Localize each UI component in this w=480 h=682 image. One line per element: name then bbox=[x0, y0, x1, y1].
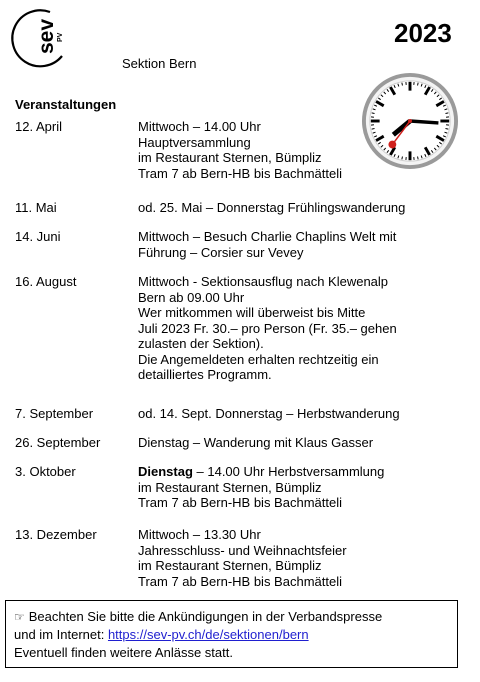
notice-box bbox=[5, 600, 458, 668]
event-line: Dienstag – Wanderung mit Klaus Gasser bbox=[138, 435, 374, 450]
event-description bbox=[138, 119, 468, 181]
event-line: Führung – Corsier sur Vevey bbox=[138, 244, 304, 260]
event-date: 16. August bbox=[15, 274, 77, 289]
event-date: 26. September bbox=[15, 435, 101, 450]
clock-tick bbox=[418, 83, 419, 86]
clock-tick bbox=[445, 113, 448, 114]
event-description bbox=[138, 274, 468, 383]
notice-line-2 bbox=[14, 626, 449, 644]
event-date: 3. Oktober bbox=[15, 464, 76, 479]
notice-line-3: Eventuell finden weitere Anlässe statt. bbox=[14, 645, 233, 660]
notice-text: Beachten Sie bitte die Ankündigungen in der Verbandspresse bbox=[28, 609, 383, 624]
event-line: Tram 7 ab Bern-HB bis Bachmätteli bbox=[138, 573, 342, 589]
event-line: Wer mitkommen will überweist bis Mitte bbox=[138, 305, 366, 320]
event-line: Tram 7 ab Bern-HB bis Bachmätteli bbox=[138, 495, 342, 510]
event-line: Tram 7 ab Bern-HB bis Bachmätteli bbox=[138, 165, 342, 181]
logo-subtext: PV bbox=[57, 32, 64, 42]
event-line: im Restaurant Sternen, Bümpliz bbox=[138, 558, 322, 573]
event-line bbox=[138, 464, 468, 480]
event-description bbox=[138, 527, 468, 589]
event-line: Hauptversammlung bbox=[138, 134, 251, 150]
clock-tick bbox=[402, 83, 403, 86]
clock-tick bbox=[372, 113, 375, 114]
event-line: od. 14. Sept. Donnerstag – Herbstwanderung bbox=[138, 406, 400, 421]
event-line: zulasten der Sektion). bbox=[138, 336, 264, 351]
event-line: Die Angemeldeten erhalten rechtzeitig ein bbox=[138, 351, 379, 367]
event-description bbox=[138, 229, 468, 260]
event-description bbox=[138, 435, 468, 451]
pointing-hand-icon: ☞ bbox=[14, 610, 25, 624]
event-line: im Restaurant Sternen, Bümpliz bbox=[138, 150, 322, 165]
event-line: Mittwoch – 13.30 Uhr bbox=[138, 527, 261, 542]
year: 2023 bbox=[394, 18, 452, 48]
event-date: 13. Dezember bbox=[15, 527, 97, 542]
event-date: 12. April bbox=[15, 119, 62, 134]
event-weekday-bold: Dienstag bbox=[138, 464, 193, 479]
event-date: 14. Juni bbox=[15, 229, 61, 244]
event-date: 11. Mai bbox=[15, 200, 57, 215]
event-line: od. 25. Mai – Donnerstag Frühlingswanderung bbox=[138, 200, 406, 215]
event-date: 7. September bbox=[15, 406, 94, 421]
event-line: Bern ab 09.00 Uhr bbox=[138, 289, 245, 305]
events-heading: Veranstaltungen bbox=[15, 97, 117, 112]
event-line: detailliertes Programm. bbox=[138, 367, 272, 382]
event-line: im Restaurant Sternen, Bümpliz bbox=[138, 479, 322, 495]
event-line: Jahresschluss- und Weihnachtsfeier bbox=[138, 542, 347, 558]
event-line: Mittwoch – 14.00 Uhr bbox=[138, 119, 261, 134]
notice-line-1 bbox=[14, 608, 449, 626]
event-line: Juli 2023 Fr. 30.– pro Person (Fr. 35.– gehen bbox=[138, 320, 397, 336]
event-description bbox=[138, 464, 468, 511]
logo-text: sev bbox=[35, 18, 58, 54]
event-line: Mittwoch – Besuch Charlie Chaplins Welt mit bbox=[138, 229, 397, 244]
event-line-rest: – 14.00 Uhr Herbstversammlung bbox=[192, 464, 385, 479]
sev-pv-logo bbox=[6, 4, 70, 70]
event-line: Mittwoch - Sektionsausflug nach Klewenalp bbox=[138, 274, 389, 289]
event-description bbox=[138, 406, 468, 422]
notice-link[interactable]: https://sev-pv.ch/de/sektionen/bern bbox=[107, 627, 309, 642]
notice-prefix: und im Internet: bbox=[14, 627, 108, 642]
section-name: Sektion Bern bbox=[122, 56, 197, 71]
event-description bbox=[138, 200, 468, 216]
